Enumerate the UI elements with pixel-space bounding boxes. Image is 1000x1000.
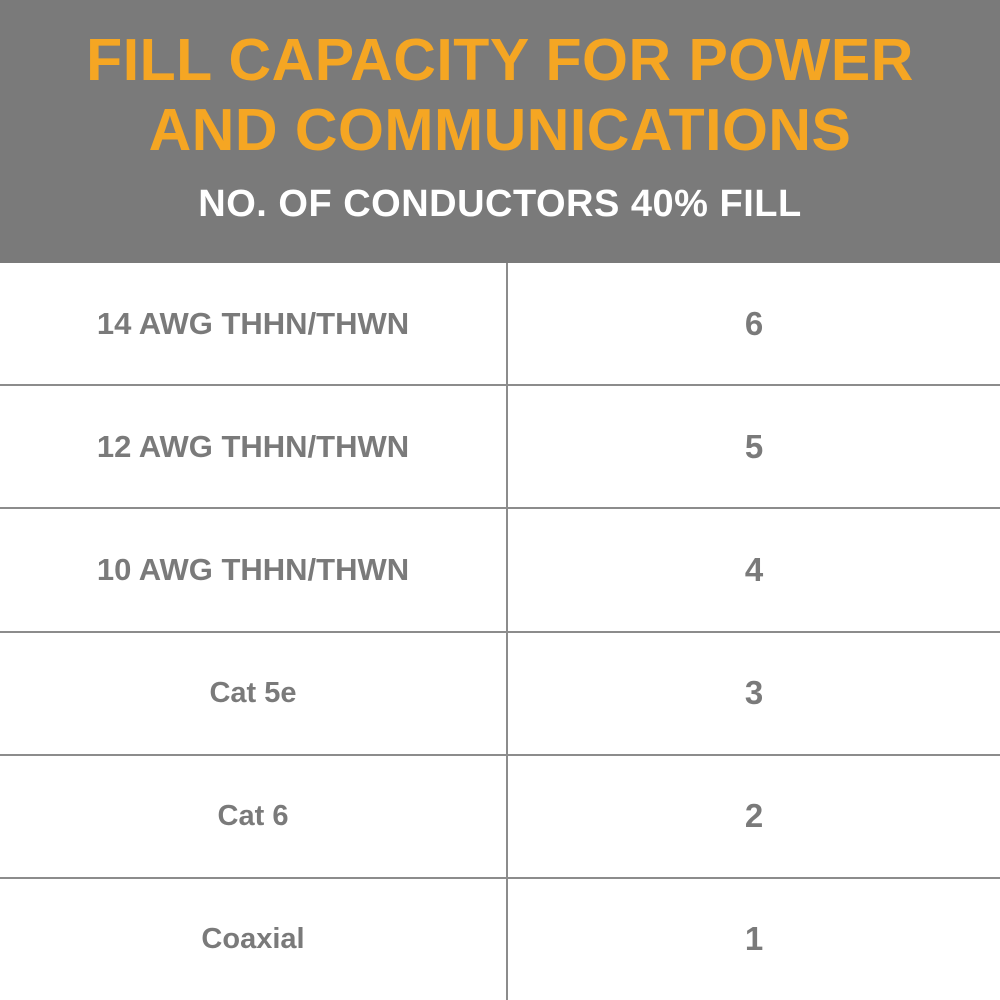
- table-row: [0, 509, 1000, 632]
- conductor-count-cell: 1: [744, 920, 764, 958]
- table-row: [0, 633, 1000, 756]
- table-row: [0, 263, 1000, 386]
- conductor-count-cell: 6: [744, 304, 764, 342]
- conductor-count-cell: 4: [744, 550, 764, 588]
- conductor-count-cell: 5: [744, 427, 764, 465]
- page-subtitle: NO. OF CONDUCTORS 40% FILL: [198, 183, 802, 226]
- table-row: [0, 386, 1000, 509]
- conductor-type-cell: 14 AWG THHN/THWN: [0, 263, 508, 384]
- conductor-count-cell: 2: [744, 797, 764, 835]
- conductor-count-cell: 3: [744, 674, 764, 712]
- conductor-type-cell: 10 AWG THHN/THWN: [0, 509, 508, 630]
- conductor-type-cell: Cat 6: [0, 756, 508, 877]
- conductor-type-cell: Cat 5e: [0, 633, 508, 754]
- conductor-fill-table: [0, 263, 1000, 1000]
- table-row: [0, 756, 1000, 879]
- table-row: [0, 879, 1000, 1000]
- card-header: [0, 0, 1000, 263]
- page-title: FILL CAPACITY FOR POWER AND COMMUNICATIONS: [86, 27, 914, 163]
- conductor-type-cell: 12 AWG THHN/THWN: [0, 386, 508, 507]
- conductor-type-cell: Coaxial: [0, 879, 508, 1000]
